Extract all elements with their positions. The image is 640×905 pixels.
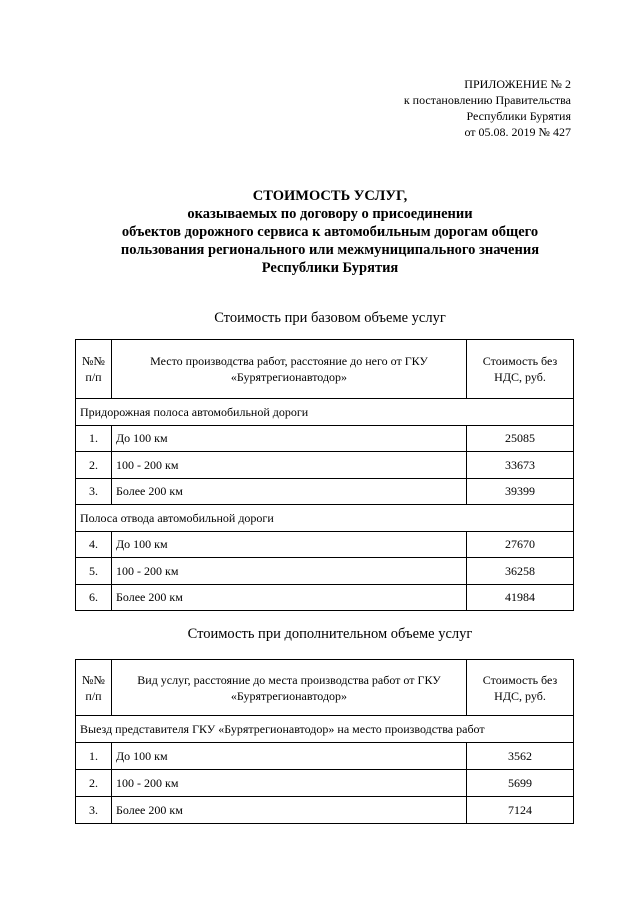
title-line-3: объектов дорожного сервиса к автомобильным дорогам общего <box>121 224 539 240</box>
row-num: 5. <box>76 558 112 585</box>
row-cost: 41984 <box>467 585 574 611</box>
header-num: №№ п/п <box>76 660 112 716</box>
row-num: 6. <box>76 585 112 611</box>
table-row <box>76 452 574 479</box>
table-row <box>76 797 574 824</box>
title-line-1: СТОИМОСТЬ УСЛУГ, <box>252 188 408 204</box>
row-cost: 27670 <box>467 532 574 558</box>
section-title: Полоса отвода автомобильной дороги <box>76 505 574 532</box>
table-row <box>76 770 574 797</box>
row-distance: 100 - 200 км <box>112 558 467 585</box>
title-line-2: оказываемых по договору о присоединении <box>187 206 473 222</box>
row-distance: 100 - 200 км <box>112 770 467 797</box>
row-distance: Более 200 км <box>112 797 467 824</box>
header-place: Место производства работ, расстояние до него от ГКУ «Бурятрегионавтодор» <box>112 340 467 399</box>
table-row <box>76 743 574 770</box>
row-distance: 100 - 200 км <box>112 452 467 479</box>
row-distance: До 100 км <box>112 743 467 770</box>
row-cost: 39399 <box>467 479 574 505</box>
title-line-5: Республики Бурятия <box>261 260 399 276</box>
row-cost: 3562 <box>467 743 574 770</box>
row-num: 1. <box>76 743 112 770</box>
row-distance: Более 200 км <box>112 585 467 611</box>
table-header-row <box>76 340 574 399</box>
row-cost: 36258 <box>467 558 574 585</box>
title-line-4: пользования регионального или межмуниципального значения <box>120 242 540 258</box>
row-cost: 7124 <box>467 797 574 824</box>
table-row <box>76 558 574 585</box>
header-num: №№ п/п <box>76 340 112 399</box>
section-title: Придорожная полоса автомобильной дороги <box>76 399 574 426</box>
table-row <box>76 426 574 452</box>
row-cost: 33673 <box>467 452 574 479</box>
section-row <box>76 399 574 426</box>
section-row <box>76 505 574 532</box>
table-row <box>76 585 574 611</box>
appendix-line-3: Республики Бурятия <box>466 109 571 123</box>
row-num: 3. <box>76 797 112 824</box>
row-distance: До 100 км <box>112 426 467 452</box>
table1-subtitle: Стоимость при базовом объеме услуг <box>214 310 446 326</box>
table-row <box>76 479 574 505</box>
row-num: 2. <box>76 452 112 479</box>
additional-cost-table <box>75 659 574 824</box>
appendix-line-1: ПРИЛОЖЕНИЕ № 2 <box>464 77 571 91</box>
table2-subtitle: Стоимость при дополнительном объеме услуг <box>187 626 473 642</box>
table-row <box>76 532 574 558</box>
row-distance: До 100 км <box>112 532 467 558</box>
row-distance: Более 200 км <box>112 479 467 505</box>
base-cost-table <box>75 339 574 611</box>
row-cost: 5699 <box>467 770 574 797</box>
row-num: 4. <box>76 532 112 558</box>
appendix-block <box>404 76 571 140</box>
header-service: Вид услуг, расстояние до места производства работ от ГКУ «Бурятрегионавтодор» <box>112 660 467 716</box>
appendix-line-4: от 05.08. 2019 № 427 <box>464 125 571 139</box>
section-row <box>76 716 574 743</box>
header-cost: Стоимость без НДС, руб. <box>467 660 574 716</box>
table-header-row <box>76 660 574 716</box>
row-num: 3. <box>76 479 112 505</box>
row-num: 2. <box>76 770 112 797</box>
row-cost: 25085 <box>467 426 574 452</box>
appendix-line-2: к постановлению Правительства <box>403 93 571 107</box>
document-title <box>60 187 600 277</box>
header-cost: Стоимость без НДС, руб. <box>467 340 574 399</box>
section-title: Выезд представителя ГКУ «Бурятрегионавтодор» на место производства работ <box>76 716 574 743</box>
row-num: 1. <box>76 426 112 452</box>
